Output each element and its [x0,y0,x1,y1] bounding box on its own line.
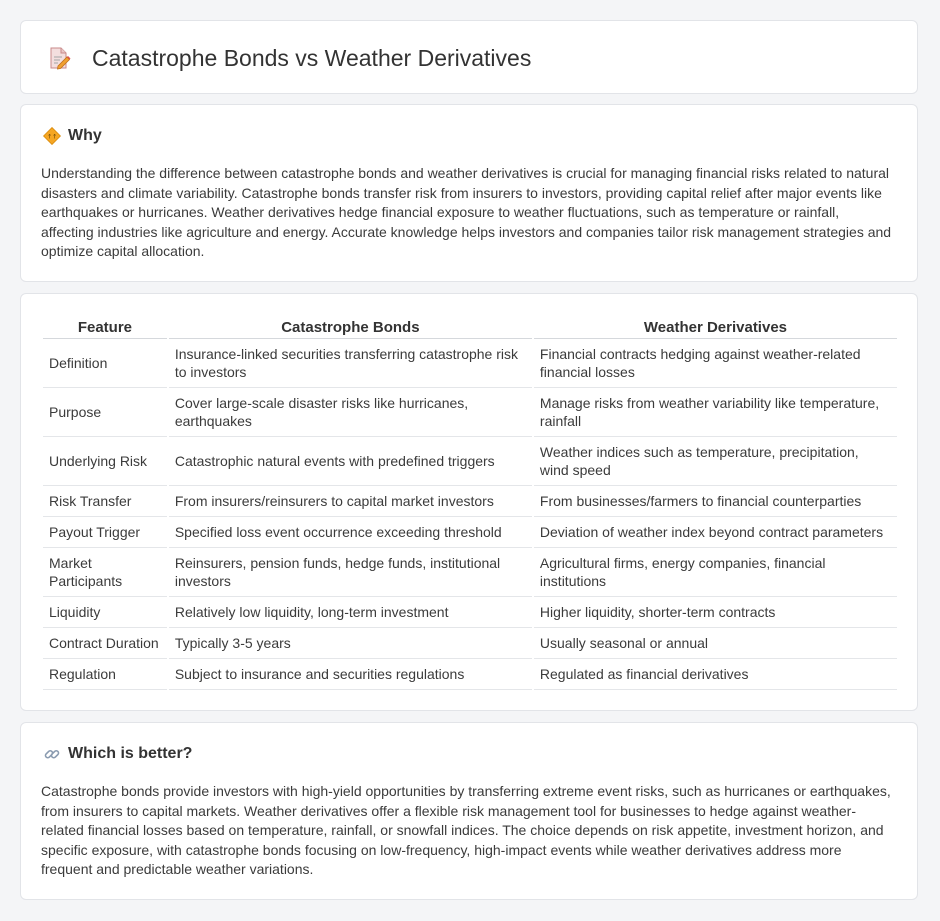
catastrophe-cell: Reinsurers, pension funds, hedge funds, institutional investors [169,548,532,597]
feature-cell: Liquidity [43,597,167,628]
catastrophe-cell: Subject to insurance and securities regulations [169,659,532,690]
which-is-better-section [20,722,918,900]
feature-cell: Regulation [43,659,167,690]
catastrophe-cell: From insurers/reinsurers to capital market investors [169,486,532,517]
link-icon [43,745,61,763]
catastrophe-cell: Cover large-scale disaster risks like hurricanes, earthquakes [169,388,532,437]
catastrophe-cell: Relatively low liquidity, long-term investment [169,597,532,628]
catastrophe-cell: Catastrophic natural events with predefined triggers [169,437,532,486]
table-row [43,517,897,548]
table-row [43,548,897,597]
feature-cell: Underlying Risk [43,437,167,486]
feature-cell: Contract Duration [43,628,167,659]
why-title: Why [68,127,102,144]
why-section [20,104,918,282]
why-heading [43,125,102,147]
comparison-section [20,293,918,711]
table-row [43,486,897,517]
svg-text:↑↑: ↑↑ [46,133,58,141]
document-edit-icon [47,46,71,70]
header-feature: Feature [43,316,167,339]
table-row [43,628,897,659]
weather-cell: Financial contracts hedging against weather-related financial losses [534,339,897,388]
weather-cell: Usually seasonal or annual [534,628,897,659]
header-card [20,20,918,94]
comparison-table [41,316,899,690]
better-text: Catastrophe bonds provide investors with high-yield opportunities by transferring extreme event risks, such as hurricanes or earthquakes, from insurers to capital markets. Weather derivatives offer a flexible risk management tool for businesses to hedge against weather-related financial losses based on temperature, rainfall, or snowfall indices. The choice depends on risk appetite, investment horizon, and specific exposure, with catastrophe bonds focusing on low-frequency, high-impact events while weather derivatives address more frequent and predictable weather variations. [41,783,891,878]
feature-cell: Definition [43,339,167,388]
table-row [43,597,897,628]
better-title: Which is better? [68,745,193,762]
table-header-row [43,316,897,339]
weather-cell: Agricultural firms, energy companies, financial institutions [534,548,897,597]
better-heading [43,743,192,765]
page-title: Catastrophe Bonds vs Weather Derivatives [92,45,532,71]
catastrophe-cell: Insurance-linked securities transferring catastrophe risk to investors [169,339,532,388]
diamond-sign-icon [43,127,61,145]
weather-cell: Deviation of weather index beyond contract parameters [534,517,897,548]
feature-cell: Risk Transfer [43,486,167,517]
table-row [43,437,897,486]
weather-cell: Manage risks from weather variability like temperature, rainfall [534,388,897,437]
table-row [43,659,897,690]
header-catastrophe-bonds: Catastrophe Bonds [169,316,532,339]
feature-cell: Payout Trigger [43,517,167,548]
weather-cell: From businesses/farmers to financial counterparties [534,486,897,517]
header-weather-derivatives: Weather Derivatives [534,316,897,339]
catastrophe-cell: Specified loss event occurrence exceeding threshold [169,517,532,548]
feature-cell: Purpose [43,388,167,437]
weather-cell: Higher liquidity, shorter-term contracts [534,597,897,628]
table-row [43,388,897,437]
catastrophe-cell: Typically 3-5 years [169,628,532,659]
feature-cell: Market Participants [43,548,167,597]
weather-cell: Regulated as financial derivatives [534,659,897,690]
table-row [43,339,897,388]
weather-cell: Weather indices such as temperature, precipitation, wind speed [534,437,897,486]
why-text: Understanding the difference between catastrophe bonds and weather derivatives is crucial for managing financial risks related to natural disasters and climate variability. Catastrophe bonds transfer risk from insurers to investors, providing capital relief after major events like earthquakes or hurricanes. Weather derivatives hedge financial exposure to weather fluctuations, such as temperature or rainfall, affecting industries like agriculture and energy. Accurate knowledge helps investors and companies tailor risk management strategies and optimize capital allocation. [41,165,892,260]
